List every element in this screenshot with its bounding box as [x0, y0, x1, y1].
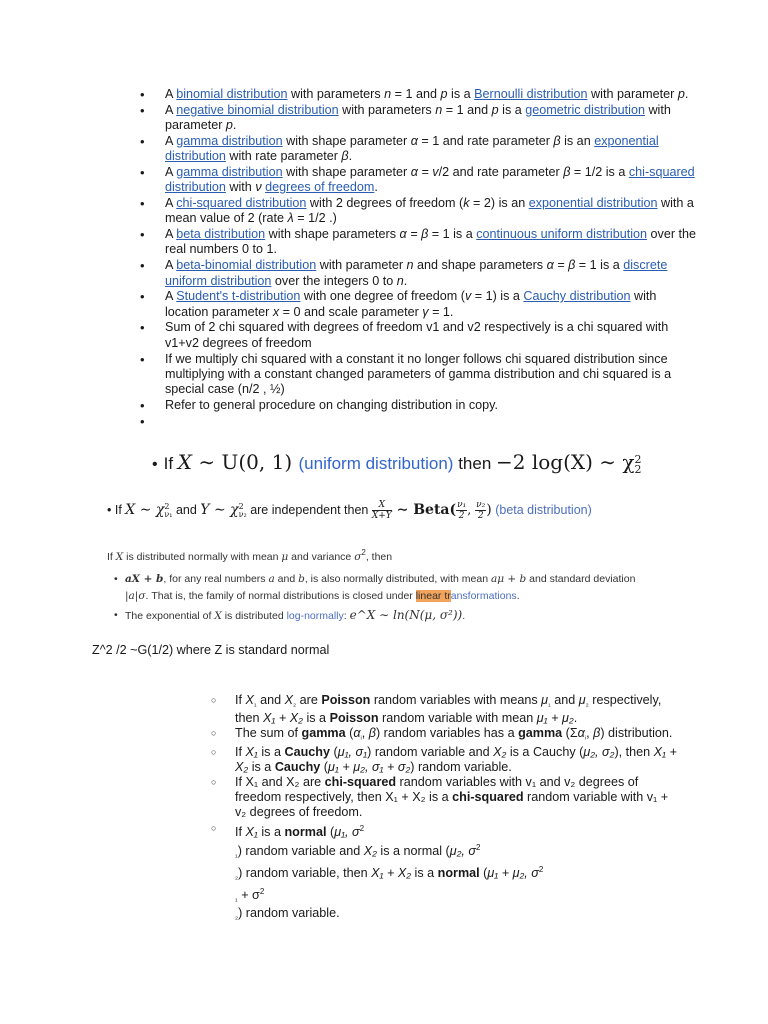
list-item-empty — [137, 414, 697, 429]
sum-of-random-variables-list — [211, 693, 681, 925]
list-item-normal: ○ If X₁ is a normal (μ₁, $\sigma^2$ $_{_1}$) random variable and X₂ is a normal (μ₂, $\sigma^2$ $_{_2}$) random variable, then X₁ + X₂ is a normal (μ₁ + μ₂, $\sigma^2$ $_{_1} + \sigma^2$ $_{_2}$) random variable. — [211, 821, 681, 925]
list-item: • A Student's t-distribution with one degree of freedom (v = 1) is a Cauchy distribution with location parameter x = 0 and scale parameter γ = 1. — [137, 289, 697, 320]
link-negative-binomial[interactable]: negative binomial distribution — [176, 102, 339, 117]
list-item-poisson: ○ If $X_{_1}$ and $X_{_2}$ are Poisson random variables with means $\mu_{_1}$ and $\mu_{_2}$ respectively, then X₁ + X₂ is a Poisson random variable with mean μ₁ + μ₂. — [211, 693, 681, 726]
list-item: • A beta distribution with shape parameters α = β = 1 is a continuous uniform distribution over the real numbers 0 to 1. — [137, 227, 697, 258]
highlighted-text: linear tr — [415, 590, 451, 602]
list-item: • A gamma distribution with shape parameter α = 1 and rate parameter β is an exponential distribution with rate parameter β. — [137, 134, 697, 165]
link-linear-transformations[interactable]: ansformations — [450, 590, 517, 602]
link-beta-binomial[interactable]: beta-binomial distribution — [176, 258, 317, 273]
list-item-gamma: ○ The sum of gamma ($\alpha_ᵢ$, β) random variables has a gamma ($\Sigma\alpha_ᵢ$, β) distribution. — [211, 726, 681, 744]
link-degrees-of-freedom[interactable]: degrees of freedom — [265, 180, 375, 195]
normal-distribution-snippet — [107, 548, 635, 627]
list-item: • A binomial distribution with parameters n = 1 and p is a Bernoulli distribution with parameter p. — [137, 87, 697, 102]
list-item-cauchy: ○ If X₁ is a Cauchy (μ₁, σ₁) random variable and X₂ is a Cauchy (μ₂, σ₂), then X₁ + X₂ is a Cauchy (μ₁ + μ₂, σ₁ + σ₂) random variable. — [211, 745, 681, 775]
list-item: • Sum of 2 chi squared with degrees of freedom v1 and v2 respectively is a chi squared with v1+v2 degrees of freedom — [137, 320, 697, 351]
link-geometric[interactable]: geometric distribution — [525, 102, 645, 117]
distribution-relationships-list — [137, 87, 697, 430]
z-squared-note: Z^2 /2 ~G(1/2) where Z is standard normal — [92, 643, 330, 657]
link-cauchy[interactable]: Cauchy distribution — [523, 289, 631, 304]
link-continuous-uniform[interactable]: continuous uniform distribution — [476, 227, 648, 242]
link-students-t[interactable]: Student's t-distribution — [176, 289, 301, 304]
link-gamma[interactable]: gamma distribution — [176, 133, 283, 148]
normal-exponential-row: • The exponential of X is distributed log-normally: e^X ∼ ln(N(μ, σ²)). — [107, 607, 635, 624]
link-beta-distribution[interactable]: (beta distribution) — [495, 502, 592, 517]
normal-linear-row: • aX + b, for any real numbers a and b, is also normally distributed, with mean aμ + b and standard deviation — [107, 571, 635, 587]
link-exponential[interactable]: exponential distribution — [165, 133, 659, 164]
link-chi-squared[interactable]: chi-squared distribution — [165, 164, 695, 195]
link-log-normally[interactable]: log-normally — [286, 610, 344, 622]
list-item: • Refer to general procedure on changing distribution in copy. — [137, 398, 697, 413]
list-item: • A gamma distribution with shape parameter α = v/2 and rate parameter β = 1/2 is a chi-squared distribution with ν degrees of freedom. — [137, 165, 697, 196]
link-chi-squared-2[interactable]: chi-squared distribution — [176, 196, 307, 211]
link-discrete-uniform[interactable]: discrete uniform distribution — [165, 258, 668, 288]
uniform-log-snippet: • If X ∼ U(0, 1) (uniform distribution) then −2 log(X) ∼ χ 2 2 — [152, 450, 642, 476]
beta-chi-snippet: • If X ∼ χ 2 ν₁ and Y ∼ χ 2 ν₂ are independent then $\frac{X}{X+Y}$ ∼ Beta( $\frac{\text{ν₁}}{2}$ , $\frac{\text{ν₂}}{2}$ ) (beta distribution) — [107, 500, 592, 521]
link-binomial[interactable]: binomial distribution — [176, 87, 288, 101]
list-item: • A negative binomial distribution with parameters n = 1 and p is a geometric distribution with parameter p. — [137, 103, 697, 134]
normal-linear-cont: |a|σ. That is, the family of normal distributions is closed under linear transformations. — [125, 590, 520, 602]
list-item-chi-squared: ○ If X₁ and X₂ are chi-squared random variables with v₁ and v₂ degrees of freedom respectively, then X₁ + X₂ is a chi-squared random variable with v₁ + v₂ degrees of freedom. — [211, 775, 681, 821]
link-exponential-2[interactable]: exponential distribution — [528, 196, 658, 211]
link-uniform-distribution[interactable]: uniform distribution — [304, 454, 448, 473]
link-gamma-2[interactable]: gamma distribution — [176, 164, 283, 179]
link-bernoulli[interactable]: Bernoulli distribution — [474, 87, 588, 101]
link-beta[interactable]: beta distribution — [176, 227, 266, 242]
list-item: • If we multiply chi squared with a constant it no longer follows chi squared distribution since multiplying with a constant changed parameters of gamma distribution and chi squared is a special case (n/2 , ½) — [137, 352, 697, 398]
normal-intro: If X is distributed normally with mean μ and variance $\sigma^2$, then — [107, 548, 393, 563]
list-item: • A chi-squared distribution with 2 degrees of freedom (k = 2) is an exponential distribution with a mean value of 2 (rate λ = 1/2 .) — [137, 196, 697, 227]
list-item: • A beta-binomial distribution with parameter n and shape parameters α = β = 1 is a discrete uniform distribution over the integers 0 to n. — [137, 258, 697, 289]
